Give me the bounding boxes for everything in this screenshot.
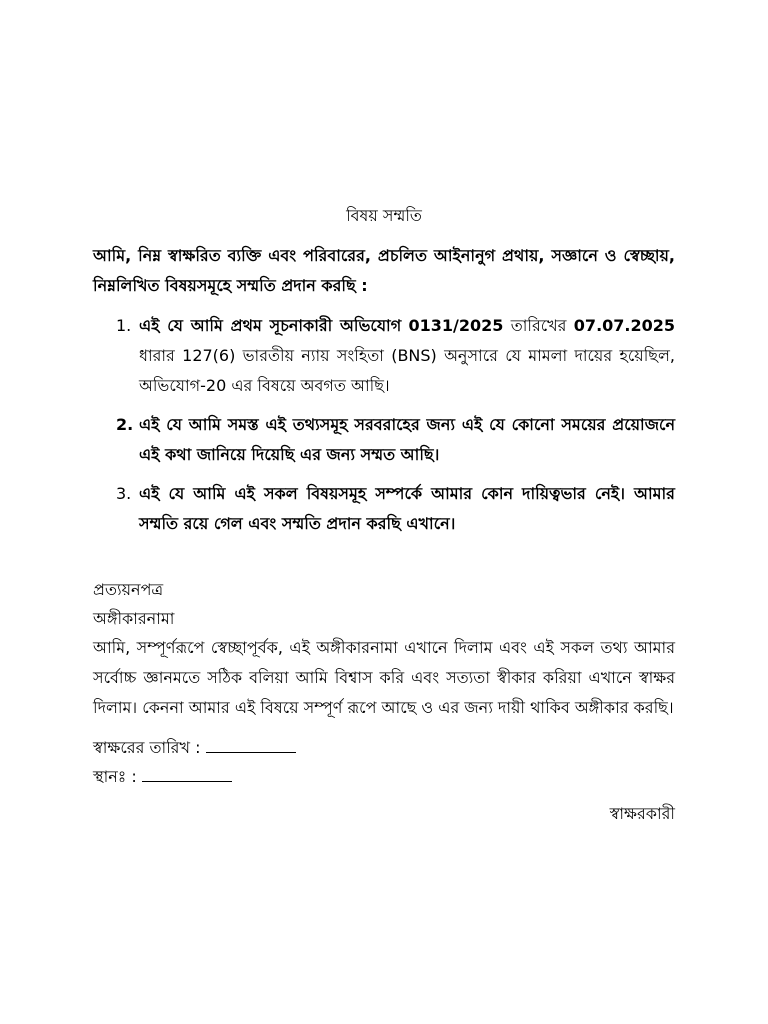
- document-title: বিষয় সম্মতি: [346, 206, 422, 225]
- declaration-text: আমি, সম্পূর্ণরূপে স্বেচ্ছাপূর্বক, এই অঙ্গীকারনামা এখানে দিলাম এবং এই সকল তথ্য আমার সর্বোচ্চ জ্ঞানমতে সঠিক বলিয়া আমি বিশ্বাস করি এবং সত্যতা স্বীকার করিয়া এখানে স্বাক্ষর দিলাম। কেননা আমার এই বিষয়ে সম্পূর্ণ রূপে আছে ও এর জন্য দায়ী থাকিব অঙ্গীকার করছি।: [93, 638, 675, 717]
- declaration-heading: প্রত্যয়নপত্র: [93, 580, 164, 599]
- signature-label: স্বাক্ষরকারী: [609, 804, 675, 823]
- item-text: ধারার 127(6) ভারতীয় ন্যায় সংহিতা (BNS) অনুসারে যে মামলা দায়ের হয়েছিল, অভিযোগ-20 এর বিষয়ে অবগত আছি।: [139, 346, 675, 395]
- intro-paragraph: আমি, নিম্ন স্বাক্ষরিত ব্যক্তি এবং পরিবারের, প্রচলিত আইনানুগ প্রথায়, সজ্ঞানে ও স্বেচ্ছায়, নিম্নলিখিত বিষয়সমূহে সম্মতি প্রদান করছি :: [93, 246, 675, 295]
- consent-list: [93, 311, 675, 539]
- date-field: [93, 733, 675, 762]
- case-date: 07.07.2025: [573, 316, 676, 335]
- list-item: [93, 410, 675, 470]
- date-blank-line[interactable]: [206, 738, 296, 753]
- case-number: 0131/2025: [408, 316, 504, 335]
- place-blank-line[interactable]: [142, 767, 232, 782]
- item-text: এই যে আমি প্রথম সূচনাকারী অভিযোগ: [139, 316, 402, 335]
- item-text: তারিখের: [510, 316, 567, 335]
- list-number: 1.: [116, 316, 132, 335]
- place-field-label: স্থানঃ :: [93, 767, 137, 786]
- declaration-subheading: অঙ্গীকারনামা: [93, 609, 175, 628]
- document-page: [93, 203, 675, 844]
- list-number: 3.: [116, 484, 132, 503]
- signature-fields: [93, 727, 675, 828]
- list-item: [93, 311, 675, 401]
- item-text: এই যে আমি এই সকল বিষয়সমূহ সম্পর্কে আমার কোন দায়িত্বভার নেই। আমার সম্মতি রয়ে গেল এবং সম্মতি প্রদান করছি এখানে।: [139, 484, 675, 533]
- list-number: 2.: [116, 415, 134, 434]
- item-text: এই যে আমি সমস্ত এই তথ্যসমূহ সরবরাহের জন্য এই যে কোনো সময়ের প্রয়োজনে এই কথা জানিয়ে দিয়েছি এর জন্য সম্মত আছি।: [139, 415, 675, 464]
- place-field: [93, 762, 675, 791]
- list-item: [93, 479, 675, 539]
- date-field-label: স্বাক্ষরের তারিখ :: [93, 738, 201, 757]
